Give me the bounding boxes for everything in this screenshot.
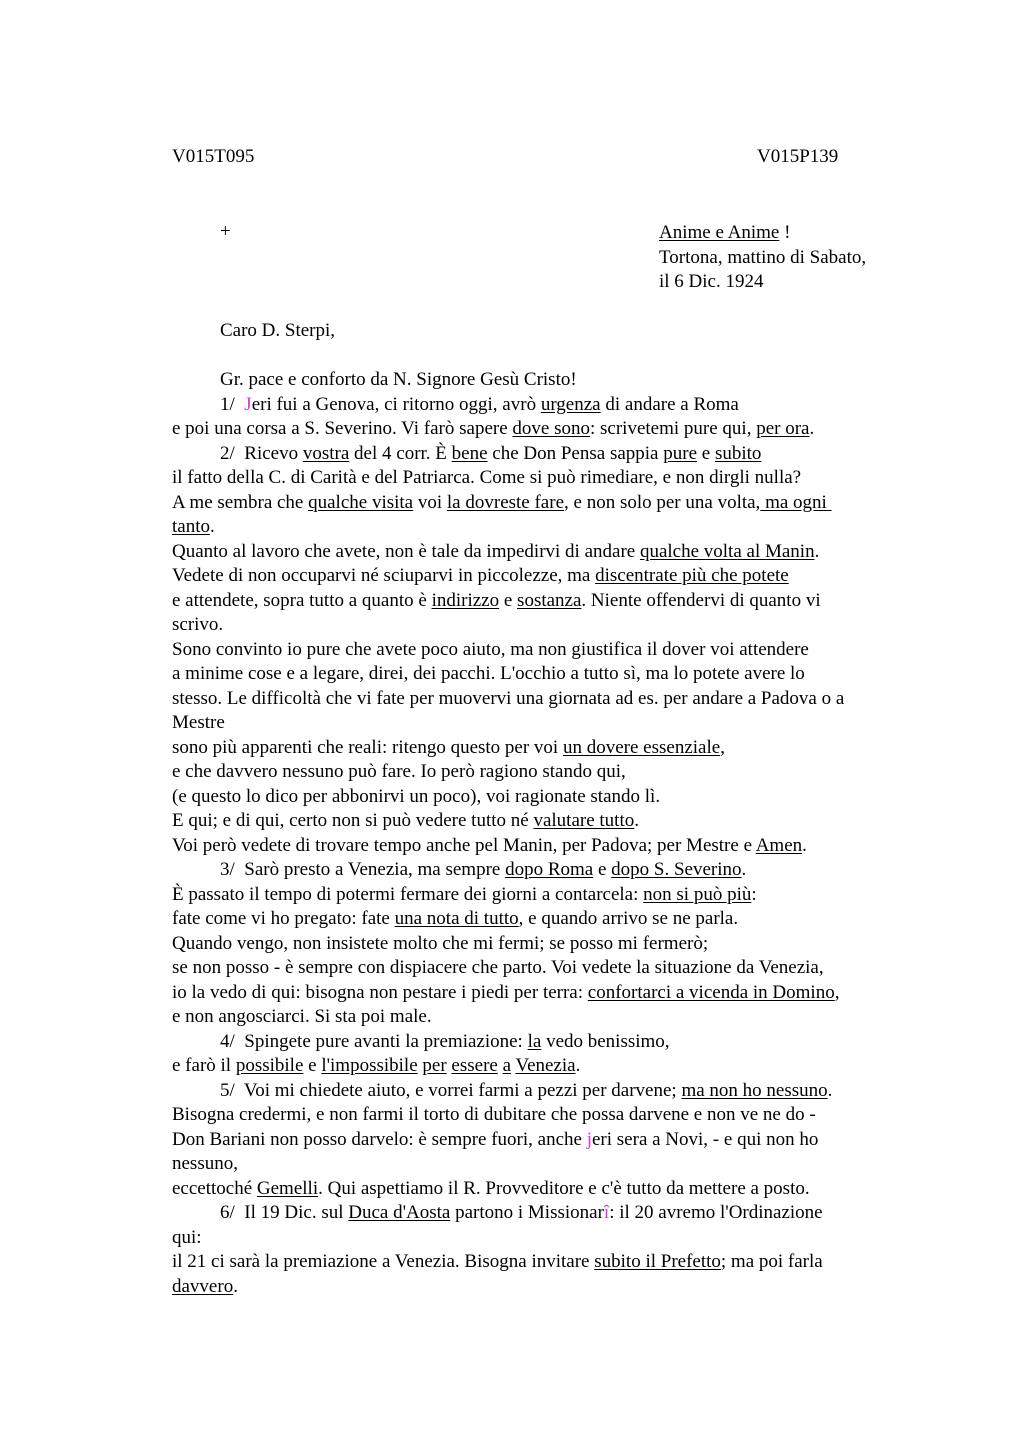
heading-place: Tortona, mattino di Sabato, [659,246,867,268]
text-line: Quando vengo, non insistete molto che mi fermi; se posso mi fermerò; [172,932,709,954]
letter-heading [659,221,866,295]
text-line: È passato il tempo di potermi fermare dei giorni a contarcela: non si può più: [172,883,757,905]
highlighted-letter: î [603,1202,610,1223]
text-line: e poi una corsa a S. Severino. Vi farò sapere dove sono: scrivetemi pure qui, per ora. [172,418,815,439]
text-line: Voi però vedete di trovare tempo anche pel Manin, per Padova; per Mestre e Amen. [172,834,807,856]
letter-body [172,319,907,1299]
text-line: scrivo. [172,614,224,635]
text-line: 2/ Ricevo vostra del 4 corr. È bene che Don Pensa sappia pure e subito [220,442,762,464]
text-line: tanto. [172,516,215,537]
text-line: Bisogna credermi, e non farmi il torto di dubitare che possa darvene e non ve ne do - [172,1104,816,1125]
text-line: (e questo lo dico per abbonirvi un poco), voi ragionate stando lì. [172,785,661,807]
text-line: 3/ Sarò presto a Venezia, ma sempre dopo Roma e dopo S. Severino. [220,859,747,880]
text-line: e attendete, sopra tutto a quanto è indirizzo e sostanza. Niente offendervi di quanto vi [172,589,821,611]
text-line: eccettoché Gemelli. Qui aspettiamo il R. Provveditore e c'è tutto da mettere a posto. [172,1177,810,1199]
document-code-left: V015T095 [172,146,255,167]
text-line: sono più apparenti che reali: ritengo questo per voi un dovere essenziale, [172,736,725,758]
text-line: e non angosciarci. Si sta poi male. [172,1006,432,1027]
salutation: Caro D. Sterpi, [220,320,336,341]
text-line: 6/ Il 19 Dic. sul Duca d'Aosta partono i Missionarî: il 20 avremo l'Ordinazione [220,1202,823,1223]
text-line: Mestre [172,712,225,733]
text-line: 1/ Jeri fui a Genova, ci ritorno oggi, avrò urgenza di andare a Roma [220,393,739,415]
highlighted-letter: j [586,1128,592,1150]
cross-symbol: + [220,221,231,242]
text-line: qui: [172,1226,202,1248]
greeting: Gr. pace e conforto da N. Signore Gesù Cristo! [220,369,577,390]
text-line: a minime cose e a legare, direi, dei pacchi. L'occhio a tutto sì, ma lo potete avere lo [172,663,805,684]
text-line: A me sembra che qualche visita voi la dovreste fare, e non solo per una volta, ma ogni [172,491,832,513]
text-line: Sono convinto io pure che avete poco aiuto, ma non giustifica il dover voi attendere [172,638,809,660]
text-line: il 21 ci sarà la premiazione a Venezia. Bisogna invitare subito il Prefetto; ma poi farla [172,1251,823,1272]
text-line: Don Bariani non posso darvelo: è sempre fuori, anche jeri sera a Novi, - e qui non ho [172,1128,819,1150]
text-line: stesso. Le difficoltà che vi fate per muovervi una giornata ad es. per andare a Padova o a [172,687,845,709]
text-line: Vedete di non occuparvi né sciuparvi in piccolezze, ma discentrate più che potete [172,565,789,586]
document-code-right: V015P139 [757,146,839,167]
text-line: 5/ Voi mi chiedete aiuto, e vorrei farmi a pezzi per darvene; ma non ho nessuno. [220,1079,833,1101]
highlighted-letter: J [244,393,252,415]
heading-motto: Anime e Anime [659,222,780,243]
text-line: nessuno, [172,1153,238,1174]
text-line: se non posso - è sempre con dispiacere che parto. Voi vedete la situazione da Venezia, [172,957,824,978]
text-line: fate come vi ho pregato: fate una nota di tutto, e quando arrivo se ne parla. [172,908,739,929]
text-line: davvero. [172,1275,238,1297]
text-line: e farò il possibile e l'impossibile per essere a Venezia. [172,1055,581,1076]
text-line: io la vedo di qui: bisogna non pestare i piedi per terra: confortarci a vicenda in Domino, [172,981,840,1003]
text-line: e che davvero nessuno può fare. Io però ragiono stando qui, [172,761,626,782]
text-line: Quanto al lavoro che avete, non è tale da impedirvi di andare qualche volta al Manin. [172,540,820,562]
heading-line-1: Anime e Anime ! [659,222,791,243]
heading-date: il 6 Dic. 1924 [659,271,764,292]
text-line: 4/ Spingete pure avanti la premiazione: la vedo benissimo, [220,1030,670,1052]
text-line: il fatto della C. di Carità e del Patriarca. Come si può rimediare, e non dirgli nulla? [172,467,802,488]
text-line: E qui; e di qui, certo non si può vedere tutto né valutare tutto. [172,810,639,831]
